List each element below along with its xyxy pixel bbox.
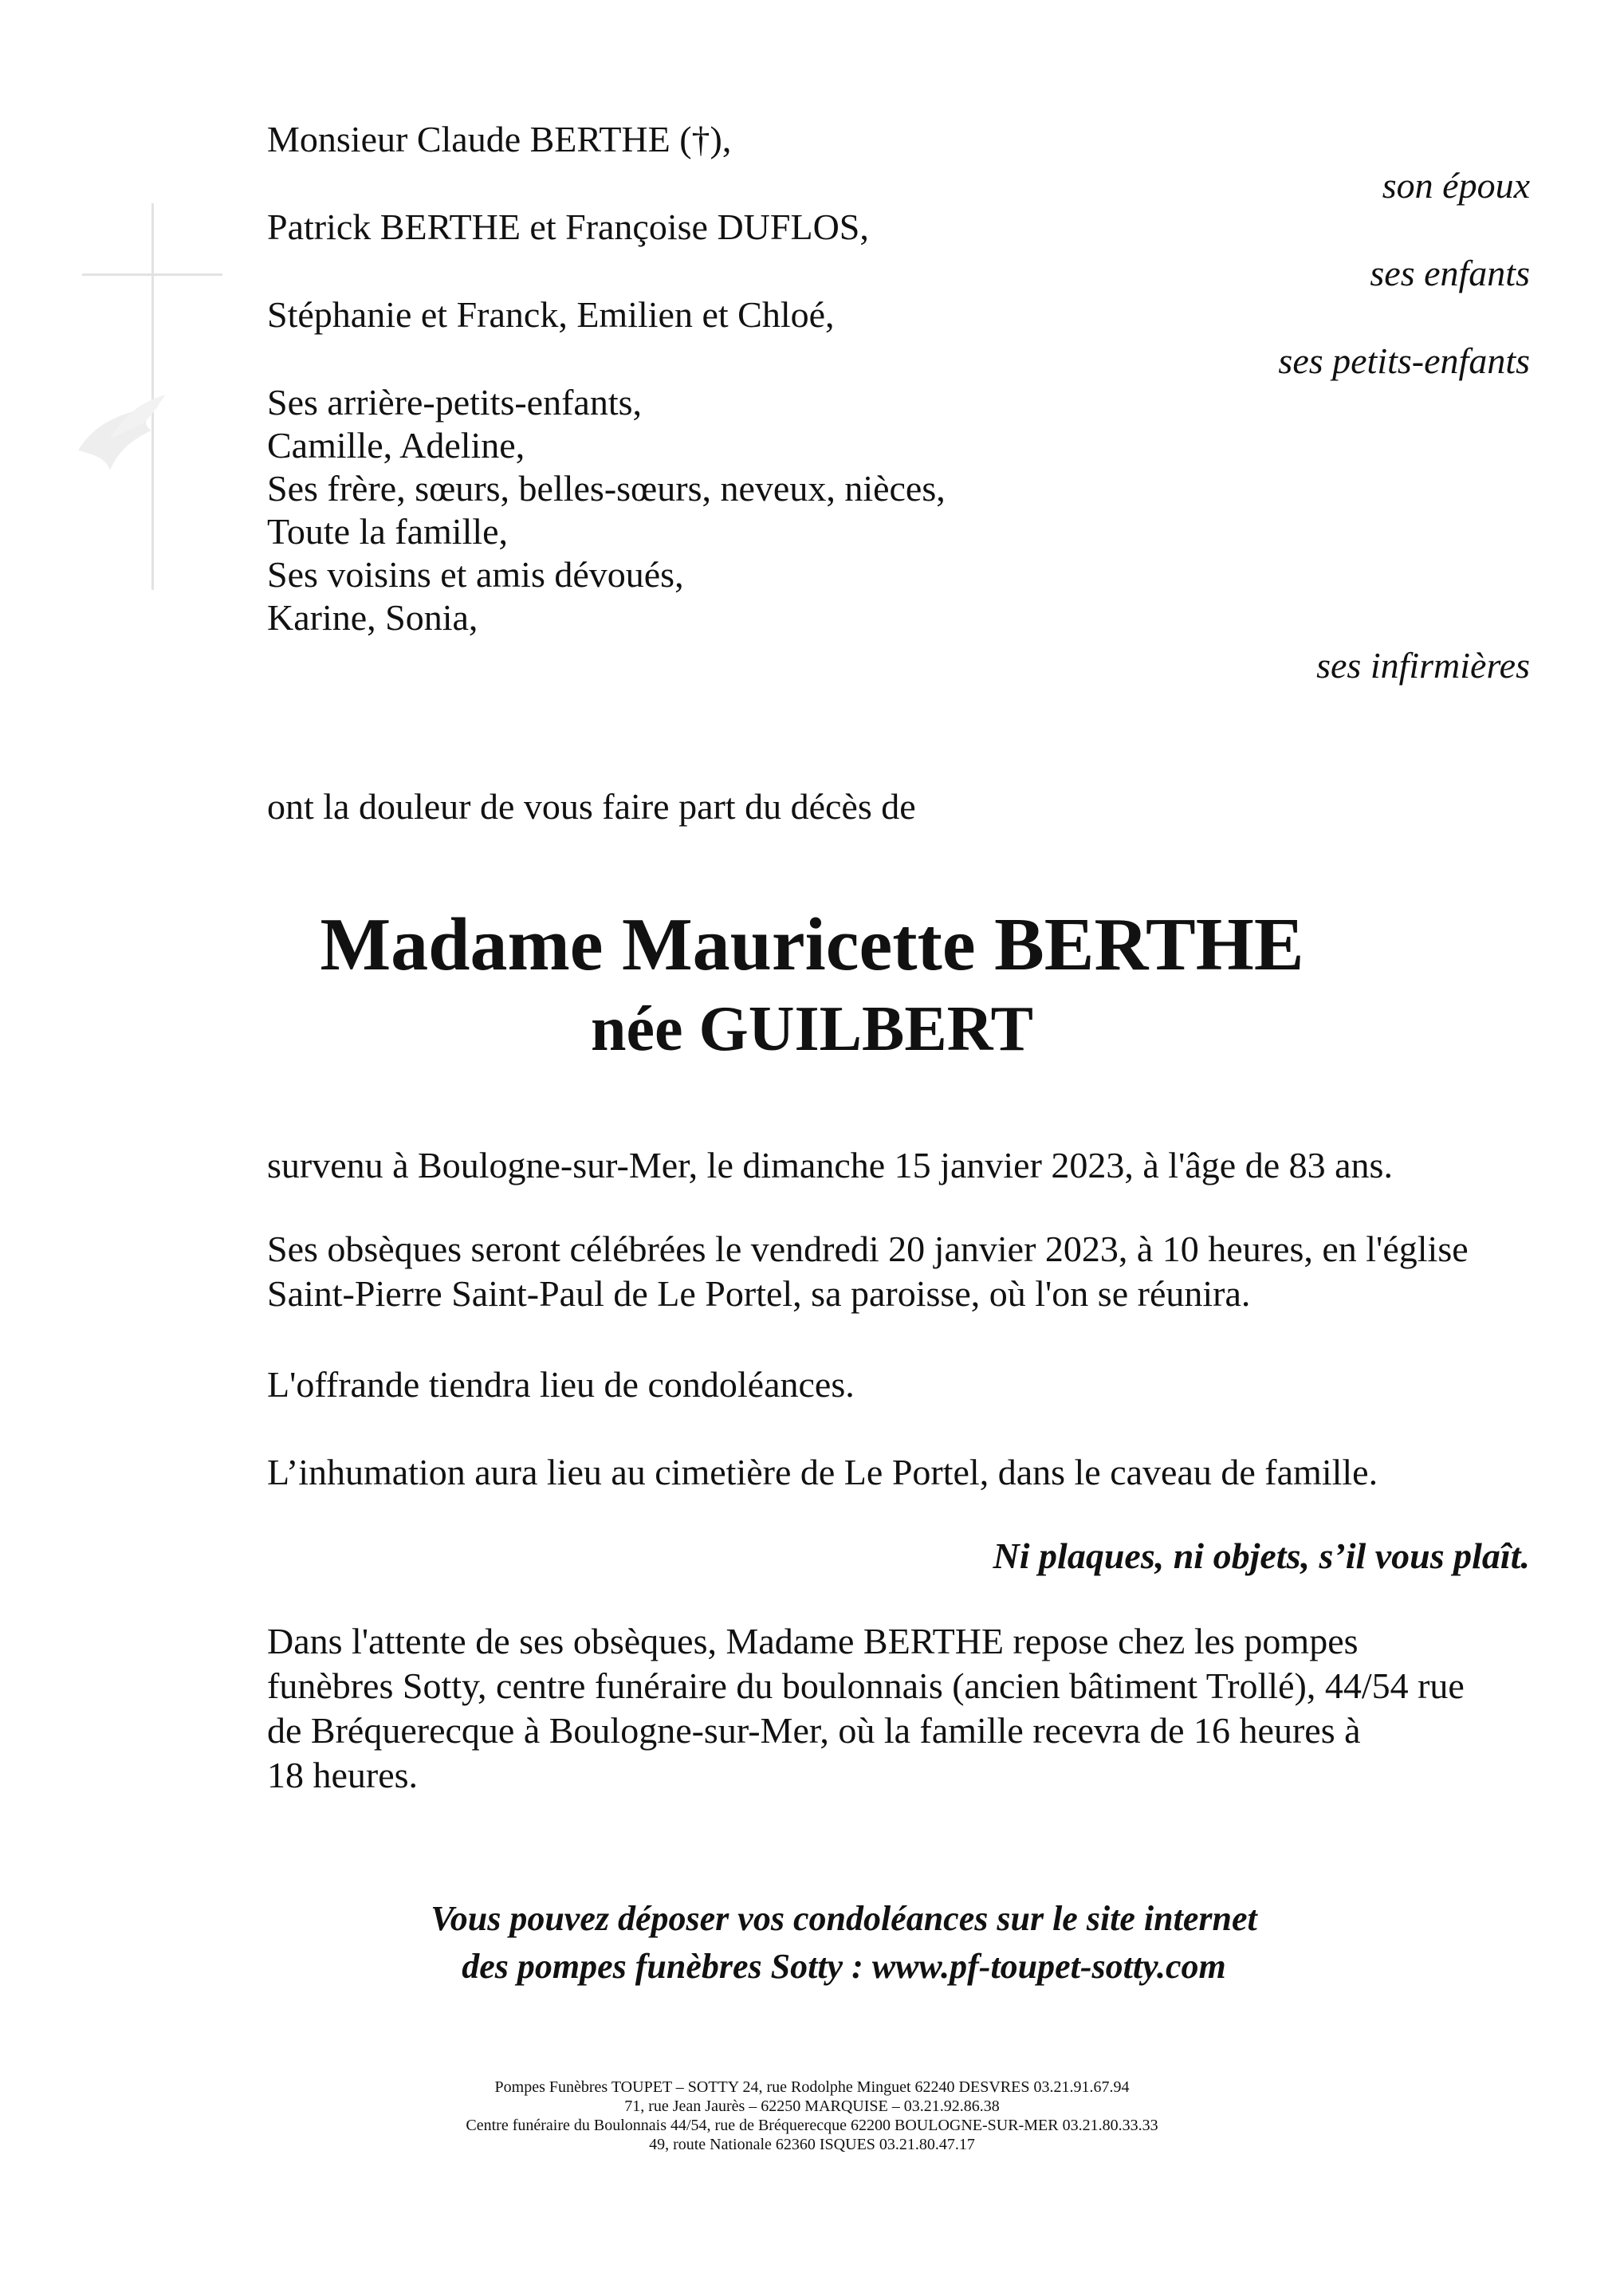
footer-address-line: Centre funéraire du Boulonnais 44/54, rue de Bréquerecque 62200 BOULOGNE-SUR-MER 03.21.80.33.33: [466, 2117, 1158, 2134]
family-list-item: Ses frère, sœurs, belles-sœurs, neveux, nièces,: [267, 468, 946, 509]
footer-address-line: 71, rue Jean Jaurès – 62250 MARQUISE – 03.21.92.86.38: [624, 2097, 1000, 2115]
viewing-details-line: de Bréquerecque à Boulogne-sur-Mer, où la famille recevra de 16 heures à: [267, 1710, 1361, 1751]
offering-note: L'offrande tiendra lieu de condoléances.: [267, 1364, 855, 1405]
family-list-item: Ses voisins et amis dévoués,: [267, 554, 684, 595]
relation-note-grandchildren: ses petits-enfants: [1278, 340, 1530, 381]
condolences-website-line: des pompes funèbres Sotty : www.pf-toupet-sotty.com: [462, 1947, 1226, 1986]
family-list-item: Karine, Sonia,: [267, 597, 478, 638]
footer-address-line: 49, route Nationale 62360 ISQUES 03.21.80.47.17: [649, 2136, 975, 2153]
funeral-details-line: Ses obsèques seront célébrées le vendredi 20 janvier 2023, à 10 heures, en l'église: [267, 1229, 1469, 1269]
no-plaques-note: Ni plaques, ni objets, s’il vous plaît.: [993, 1535, 1530, 1576]
family-list-item: Toute la famille,: [267, 511, 509, 552]
viewing-details-line: Dans l'attente de ses obsèques, Madame BERTHE repose chez les pompes: [267, 1621, 1359, 1661]
burial-note: L’inhumation aura lieu au cimetière de Le Portel, dans le caveau de famille.: [267, 1452, 1378, 1492]
announcement-text: ont la douleur de vous faire part du décès de: [267, 786, 916, 827]
relation-note-nurses: ses infirmières: [1316, 645, 1530, 686]
family-list-item: Camille, Adeline,: [267, 425, 525, 466]
family-list-item: Ses arrière-petits-enfants,: [267, 382, 643, 423]
cross-horizontal-bar: [82, 273, 222, 276]
condolences-line: Vous pouvez déposer vos condoléances sur le site internet: [431, 1899, 1257, 1938]
deceased-name: Madame Mauricette BERTHE: [320, 903, 1304, 986]
relation-note-spouse: son époux: [1382, 165, 1530, 206]
viewing-details-line: 18 heures.: [267, 1755, 419, 1795]
family-line-husband: Monsieur Claude BERTHE (†),: [267, 119, 732, 159]
deceased-maiden-name: née GUILBERT: [590, 994, 1034, 1064]
death-details: survenu à Boulogne-sur-Mer, le dimanche 15 janvier 2023, à l'âge de 83 ans.: [267, 1145, 1393, 1185]
relation-note-children: ses enfants: [1370, 253, 1530, 293]
footer-address-line: Pompes Funèbres TOUPET – SOTTY 24, rue Rodolphe Minguet 62240 DESVRES 03.21.91.67.94: [494, 2078, 1130, 2096]
family-line-children: Patrick BERTHE et Françoise DUFLOS,: [267, 206, 869, 247]
family-line-grandchildren: Stéphanie et Franck, Emilien et Chloé,: [267, 294, 835, 335]
funeral-details-line: Saint-Pierre Saint-Paul de Le Portel, sa paroisse, où l'on se réunira.: [267, 1273, 1251, 1314]
dove-icon: [62, 375, 182, 494]
viewing-details-line: funèbres Sotty, centre funéraire du boulonnais (ancien bâtiment Trollé), 44/54 rue: [267, 1665, 1465, 1706]
